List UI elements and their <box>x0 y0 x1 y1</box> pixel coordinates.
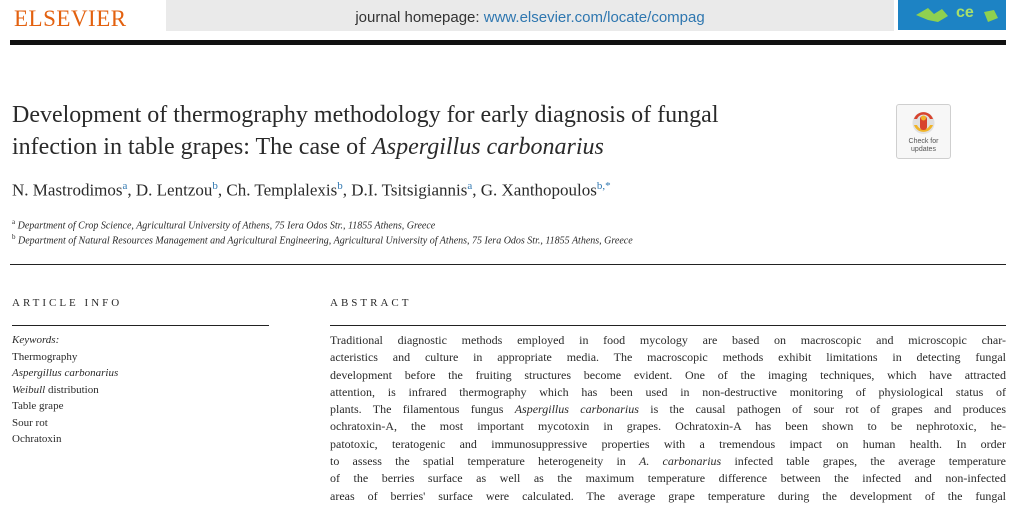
title-line-1: Development of thermography methodology for early diagnosis of fungal <box>12 102 719 128</box>
author[interactable]: Ch. Templalexis <box>226 180 338 200</box>
abstract-text: infected table grapes, the average temperature <box>721 454 1006 469</box>
author-affil-mark[interactable]: b <box>212 180 218 192</box>
author[interactable]: N. Mastrodimos <box>12 180 123 200</box>
abstract-line: development before the fruiting structures become evident. One of the imaging techniques, which have attracted <box>330 367 1006 382</box>
cover-text: ce <box>956 4 974 21</box>
title-line-2 <box>12 131 892 163</box>
keywords-label: Keywords: <box>12 334 60 346</box>
author-list <box>12 180 611 201</box>
keyword: Thermography <box>12 351 78 363</box>
author[interactable]: D.I. Tsitsigiannis <box>351 180 468 200</box>
abstract-line: Traditional diagnostic methods employed in food mycology are based on macroscopic and microscopic char- <box>330 333 1006 347</box>
affiliation-mark: b <box>12 233 16 241</box>
affiliation-a <box>12 218 435 231</box>
check-for-updates-button[interactable] <box>896 104 951 159</box>
keyword-rest: distribution <box>45 383 99 396</box>
abstract-text: is the causal pathogen of sour rot of grapes and produces <box>638 402 1006 417</box>
homepage-link[interactable]: www.elsevier.com/locate/compag <box>483 9 705 26</box>
affiliation-text: Department of Crop Science, Agricultural University of Athens, 75 Iera Odos Str., 11855 Athens, Greece <box>17 220 436 232</box>
abstract-line <box>330 453 1006 470</box>
affiliation-mark: a <box>12 218 16 226</box>
publisher-logo[interactable]: ELSEVIER <box>14 6 127 31</box>
keyword: Sour rot <box>12 416 48 429</box>
journal-cover-icon <box>898 0 1006 30</box>
affiliation-text: Department of Natural Resources Management and Agricultural Engineering, Agricultural University of Athens, 75 Iera Odos Str., 11855 Athens, Greece <box>18 235 633 247</box>
abstract-line <box>330 401 1006 418</box>
author-separator: , <box>342 180 352 200</box>
abstract-line: patotoxic, teratogenic and immunosuppressive properties with a tremendous impact on human health. In order <box>330 436 1006 451</box>
title-line-2-text: infection in table grapes: The case of <box>12 134 373 160</box>
author-affil-mark[interactable]: a <box>122 180 128 192</box>
abstract-heading: ABSTRACT <box>330 297 412 309</box>
author-affil-mark[interactable]: b <box>337 180 343 192</box>
author-separator: , <box>127 180 136 200</box>
abstract-text: plants. The filamentous fungus <box>330 402 515 417</box>
journal-cover-thumbnail[interactable] <box>898 0 1006 30</box>
author-affil-mark[interactable]: b,* <box>596 180 611 192</box>
title-species: Aspergillus carbonarius <box>372 134 604 160</box>
author-affil-mark[interactable]: a <box>467 180 473 192</box>
abstract-text: to assess the spatial temperature heterogeneity in <box>330 454 640 469</box>
author-separator: , <box>472 180 481 200</box>
abstract-body <box>330 332 1006 505</box>
keyword-italic: Aspergillus carbonarius <box>12 367 119 380</box>
check-updates-label <box>897 138 950 154</box>
homepage-label: journal homepage: <box>355 9 484 26</box>
abstract-line: of the berries surface as well as the maximum temperature difference between the infected and non-infected <box>330 471 1006 486</box>
keyword <box>12 382 118 398</box>
article-info-rule <box>12 325 269 326</box>
check-updates-line-1: Check for <box>908 138 939 145</box>
journal-homepage <box>166 9 894 26</box>
author[interactable]: D. Lentzou <box>135 180 213 200</box>
header-divider <box>10 40 1006 45</box>
keyword: Ochratoxin <box>12 433 62 446</box>
abstract-species: A. carbonarius <box>639 454 722 469</box>
article-info-heading: ARTICLE INFO <box>12 297 123 309</box>
keywords-list <box>12 349 118 447</box>
keyword <box>12 365 118 381</box>
abstract-line: ochratoxin-A, the most important mycotoxin in grapes. Ochratoxin-A has been shown to be nephrotoxic, he- <box>330 419 1006 434</box>
check-updates-icon <box>897 105 950 139</box>
article-title <box>12 99 892 163</box>
author-separator: , <box>217 180 227 200</box>
author[interactable]: G. Xanthopoulos <box>480 180 597 200</box>
keyword-italic: Weibull <box>12 383 46 396</box>
abstract-rule <box>330 325 1006 326</box>
keyword: Table grape <box>12 400 64 413</box>
abstract-line: acteristics and culture in appropriate media. The macroscopic methods exhibit limitations in detecting fungal <box>330 350 1006 365</box>
abstract-line: areas of berries' surface were calculated. The average grape temperature during the development of the fungal <box>330 488 1006 503</box>
section-divider <box>10 264 1006 265</box>
check-updates-line-2: updates <box>911 146 936 153</box>
abstract-line: attention, is infrared thermography which has been used in non-destructive monitoring of physiological status of <box>330 384 1006 399</box>
affiliation-b <box>12 233 633 246</box>
abstract-species: Aspergillus carbonarius <box>514 402 639 417</box>
